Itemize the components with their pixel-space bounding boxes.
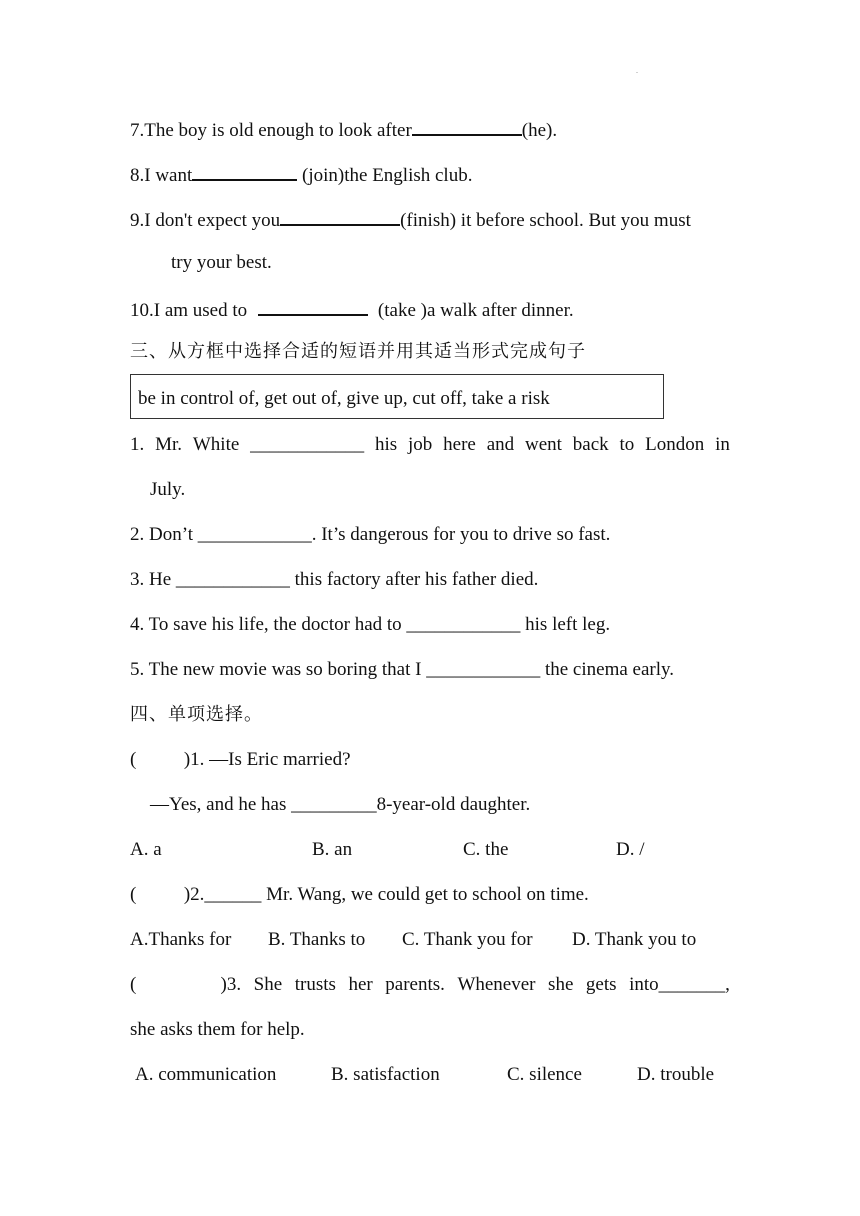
- q8-text: 8.I want: [130, 165, 193, 186]
- s4q1-option-b[interactable]: B. an: [312, 839, 353, 860]
- s3q1-word: 1.: [130, 434, 145, 455]
- s3q1-word: his: [375, 434, 398, 455]
- s3q1-word: here: [443, 434, 476, 455]
- s3-question-4: 4. To save his life, the doctor had to ____________ his left leg.: [130, 614, 611, 635]
- s4q1-option-c[interactable]: C. the: [463, 839, 509, 860]
- s4q2-option-b[interactable]: B. Thanks to: [268, 929, 366, 950]
- question-10: [130, 296, 574, 323]
- s3q1-word: job: [408, 434, 433, 455]
- q8-blank[interactable]: [192, 161, 297, 181]
- q9-blank[interactable]: [280, 206, 400, 226]
- q7-blank[interactable]: [412, 116, 522, 136]
- phrase-box: [130, 374, 664, 419]
- q10-text: 10.I am used to: [130, 300, 248, 321]
- s4q3-word: )3.: [220, 974, 242, 995]
- s4q3-word: trusts: [294, 974, 336, 995]
- s4q2-option-a[interactable]: A.Thanks for: [130, 929, 232, 950]
- q9-hint: (finish) it before school. But you must: [400, 210, 691, 231]
- s4q3-option-b[interactable]: B. satisfaction: [331, 1064, 440, 1085]
- s4q3-word: her: [348, 974, 373, 995]
- s3-question-3: 3. He ____________ this factory after his father died.: [130, 569, 539, 590]
- q9-continuation: try your best.: [171, 252, 272, 273]
- s3q1-word: London: [645, 434, 705, 455]
- q8-hint: (join)the English club.: [297, 165, 473, 186]
- s3q1-word: and: [486, 434, 515, 455]
- s4q3-continuation: she asks them for help.: [130, 1019, 305, 1040]
- s4-question-2: ( )2.______ Mr. Wang, we could get to school on time.: [130, 884, 589, 905]
- question-9: [130, 206, 691, 233]
- s4q3-word: into_______,: [629, 974, 730, 995]
- s3q1-word: in: [715, 434, 730, 455]
- s4q2-option-d[interactable]: D. Thank you to: [572, 929, 697, 950]
- phrase-box-text: be in control of, get out of, give up, cut off, take a risk: [138, 388, 550, 409]
- s4q3-word: Whenever: [457, 974, 536, 995]
- s4q2-option-c[interactable]: C. Thank you for: [402, 929, 533, 950]
- s4q1-answer-line: —Yes, and he has _________8-year-old daughter.: [150, 794, 531, 815]
- s3q1-word: went: [524, 434, 562, 455]
- s3q1-word: White: [192, 434, 240, 455]
- s3-question-2: 2. Don’t ____________. It’s dangerous for you to drive so fast.: [130, 524, 611, 545]
- q7-text: 7.The boy is old enough to look after: [130, 120, 412, 141]
- q10-hint: (take )a walk after dinner.: [377, 300, 574, 321]
- s4q3-option-d[interactable]: D. trouble: [637, 1064, 715, 1085]
- page-mark: .: [636, 66, 638, 75]
- s4-question-3: [130, 973, 730, 997]
- s4q1-option-a[interactable]: A. a: [130, 839, 162, 860]
- s4q1-option-d[interactable]: D. /: [616, 839, 645, 860]
- s3q1-blank[interactable]: ____________: [250, 434, 365, 455]
- s4q3-option-c[interactable]: C. silence: [507, 1064, 582, 1085]
- s3-question-1: [130, 433, 730, 457]
- s4q3-word: she: [548, 974, 574, 995]
- s3q1-word: Mr.: [155, 434, 183, 455]
- section4-heading: 四、单项选择。: [130, 704, 263, 725]
- s4q3-word: gets: [585, 974, 617, 995]
- s3q1-word: to: [619, 434, 635, 455]
- s4q3-word: She: [253, 974, 283, 995]
- s3-question-5: 5. The new movie was so boring that I ____________ the cinema early.: [130, 659, 675, 680]
- s3q1-continuation: July.: [150, 479, 186, 500]
- question-7: [130, 116, 557, 143]
- section3-heading: 三、从方框中选择合适的短语并用其适当形式完成句子: [130, 341, 586, 362]
- q7-hint: (he).: [521, 120, 558, 141]
- q10-blank[interactable]: [258, 296, 368, 316]
- s4-question-1: ( )1. —Is Eric married?: [130, 749, 351, 770]
- q9-text: 9.I don't expect you: [130, 210, 281, 231]
- s4q3-word: parents.: [385, 974, 445, 995]
- s3q1-word: back: [572, 434, 609, 455]
- question-8: [130, 161, 472, 188]
- s4q3-option-a[interactable]: A. communication: [135, 1064, 277, 1085]
- s4q3-paren: (: [130, 974, 137, 995]
